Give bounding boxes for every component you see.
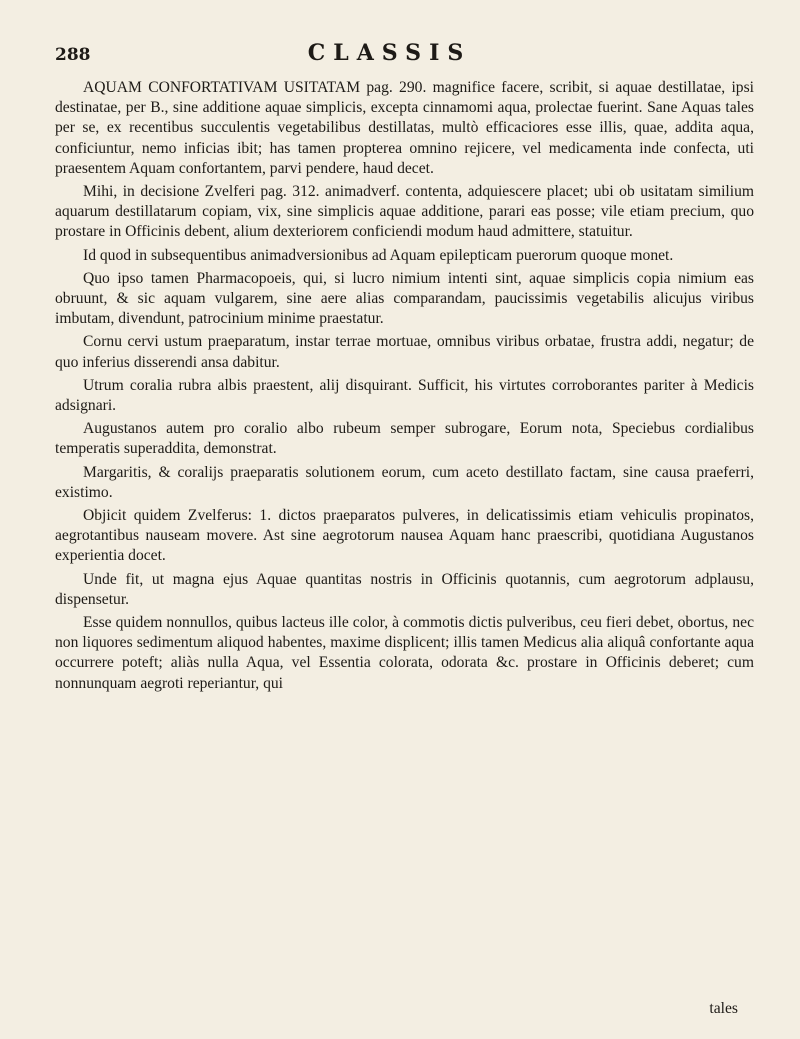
paragraph: Utrum coralia rubra albis praestent, alij disquirant. Sufficit, his virtutes corroborantes pariter à Medicis adsignari. bbox=[55, 376, 754, 415]
paragraph: Esse quidem nonnullos, quibus lacteus ille color, à commotis dictis pulveribus, ceu fieri debet, obortus, nec non liquores sedimentum aliquod habentes, maxime displicent; illis tamen Medicus alia aliquâ confortante aqua occurrere poteft; aliàs nulla Aqua, vel Essentia colorata, odorata &c. prostare in Officinis deberet; cum nonnunquam aegroti reperiantur, qui bbox=[55, 614, 754, 692]
paragraph: Augustanos autem pro coralio albo rubeum semper subrogare, Eorum nota, Speciebus cordialibus temperatis superaddita, demonstrat. bbox=[55, 420, 754, 458]
running-head: CLASSIS bbox=[307, 40, 472, 66]
paragraph: Unde fit, ut magna ejus Aquae quantitas nostris in Officinis quotannis, cum aegrotorum adplausu, dispensetur. bbox=[55, 570, 754, 608]
catchword: tales bbox=[709, 1000, 738, 1017]
body-text bbox=[55, 78, 754, 694]
paragraph: Objicit quidem Zvelferus: 1. dictos praeparatos pulveres, in delicatissimis etiam vehiculis propinatos, aegrotantibus nauseam movere. Ast sine aegrotorum nausea Aquam hanc praescribi, quotidiana Augustanos experientia docet. bbox=[55, 507, 754, 565]
page-number: 288 bbox=[55, 45, 91, 65]
paragraph: Id quod in subsequentibus animadversionibus ad Aquam epilepticam puerorum quoque monet. bbox=[83, 246, 674, 264]
paragraph: Mihi, in decisione Zvelferi pag. 312. animadverf. contenta, adquiescere placet; ubi ob usitatam similium aquarum destillatarum copiam, vix, sine simplicis aquae additione, parari eas posse; vile etiam precium, quo prostare in Officinis debent, alium dexteriorem conficiendi modum haud admittere, statuitur. bbox=[55, 183, 754, 241]
paragraph: AQUAM CONFORTATIVAM USITATAM pag. 290. magnifice facere, scribit, si aquae destillatae, ipsi destinatae, per B., sine additione aquae simplicis, excepta cinnamomi aqua, prolectae fuerint. Sane Aquas tales per se, ex recentibus succulentis vegetabilibus destillatas, multò efficaciores esse illis, quae, addita aqua, conficiuntur, nemo inficias ibit; has tamen propterea omnino rejicere, vel medicamenta inde confecta, uti praesentem Aquam confortantem, parvi pendere, haud decet. bbox=[55, 79, 754, 177]
paragraph: Margaritis, & coralijs praeparatis solutionem eorum, cum aceto destillato factam, sine causa praeferri, existimo. bbox=[55, 463, 754, 501]
paragraph: Quo ipso tamen Pharmacopoeis, qui, si lucro nimium intenti sint, aquae simplicis copia nimium eas obruunt, & sic aquam vulgarem, sine aere alias comparandam, paucissimis vegetabilis alicujus viribus imbutam, divendunt, patrocinium minime praestatur. bbox=[55, 269, 754, 328]
paragraph: Cornu cervi ustum praeparatum, instar terrae mortuae, omnibus viribus orbatae, frustra addi, negatur; de quo inferius disserendi ansa dabitur. bbox=[55, 333, 754, 371]
page-header bbox=[55, 40, 754, 78]
